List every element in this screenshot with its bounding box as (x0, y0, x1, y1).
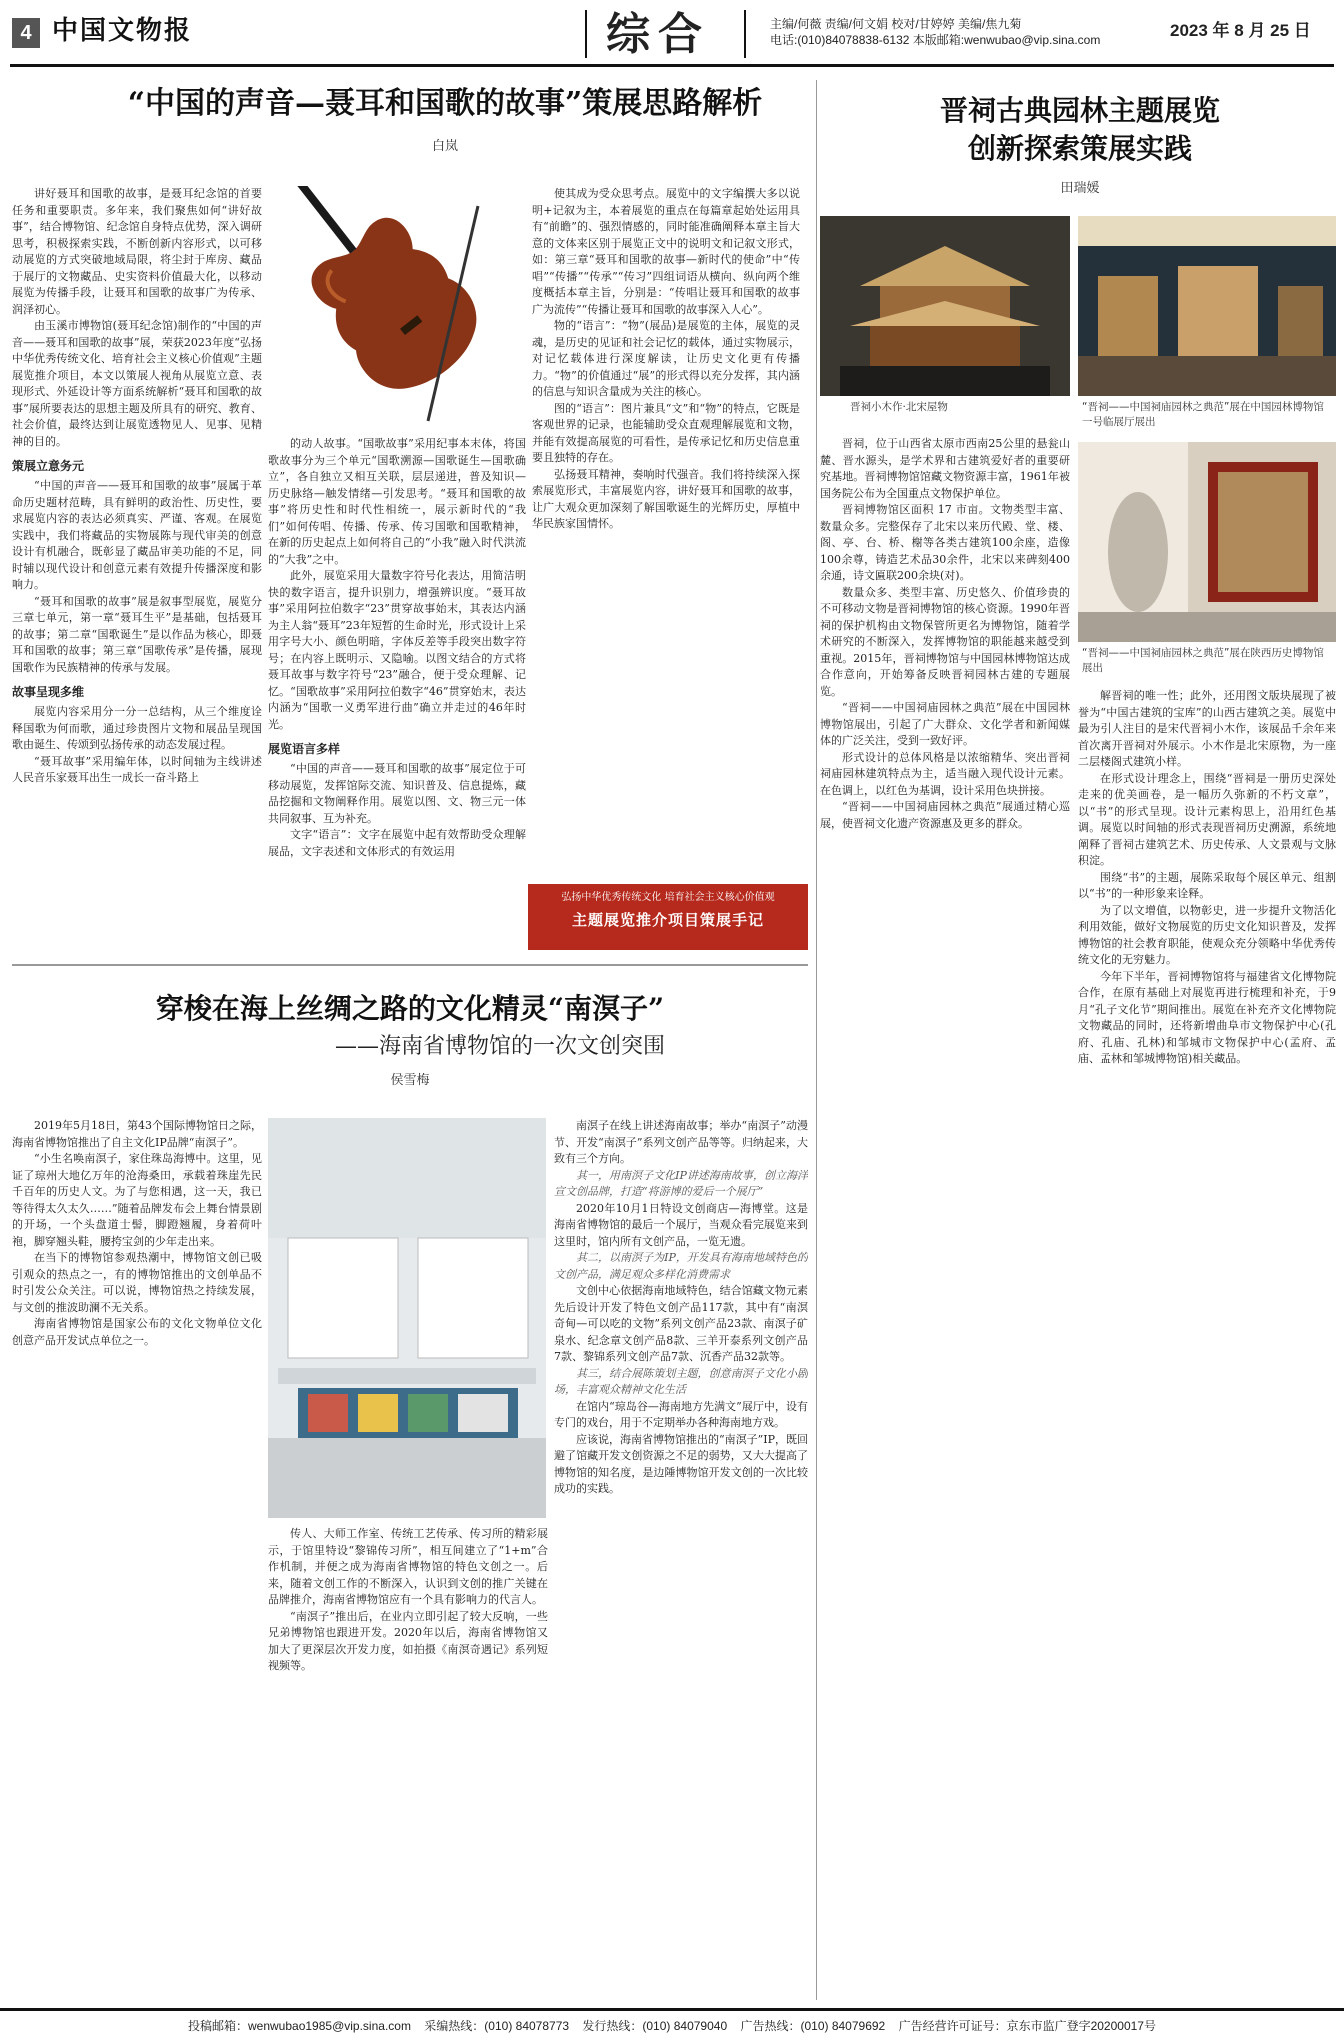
violin-photo (268, 186, 526, 428)
article-title: “中国的声音—聂耳和国歌的故事”策展思路解析 (127, 86, 763, 121)
paragraph: 讲好聂耳和国歌的故事，是聂耳纪念馆的首要任务和重要职责。多年来，我们聚焦如何“讲好故事”，结合博物馆、纪念馆自身特点优势，深入调研思考，积极探索实践，不断创新内容形式，以可移动展览的方式突破地域局限，将尘封于库房、藏品于展厅的文物藏品、史实资料价值最大化，以移动展览为传播手段，让聂耳和国歌的故事广为传承、润泽初心。 (12, 187, 262, 316)
subheading: 策展立意务元 (12, 459, 85, 473)
article-title-line: 创新探索策展实践 (967, 132, 1192, 165)
article-author: 白岚 (431, 139, 458, 154)
paragraph: “聂耳和国歌的故事”展是叙事型展览，展览分三章七单元，第一章“聂耳生平”是基础，包括聂耳的故事；第二章“国歌诞生”是以作品为核心，即聂耳和国歌的故事；第三章“国歌传承”是传播，展现国歌作为民族精神的传承与发展。 (12, 594, 262, 674)
header-divider (585, 10, 587, 58)
paragraph: 弘扬聂耳精神，奏响时代强音。我们将持续深入探索展览形式，丰富展览内容，讲好聂耳和国歌的故事，让广大观众更加深刻了解国歌诞生的光辉历史，厚植中华民族家国情怀。 (532, 467, 800, 530)
paragraph: 数量众多、类型丰富、历史悠久、价值珍贵的不可移动文物是晋祠博物馆的核心资源。1990年晋祠的保护机构由文物保管所更名为博物馆，随着学术研究的不断深入，发挥博物馆的职能越来越受到重视。2015年，晋祠博物馆与中国园林博物馆达成合作意向，开始筹备反映晋祠园林古建的专题展览。 (820, 585, 1070, 698)
header-rule (10, 64, 1334, 67)
article-author: 田瑞媛 (1060, 181, 1100, 196)
article-column (12, 1118, 262, 1996)
paragraph: 2020年10月1日特设文创商店—海博堂。这是海南省博物馆的最后一个展厅，当观众看完展览来到这里时，馆内所有文创产品，一览无遗。 (554, 1201, 808, 1248)
article-subtitle: ——海南省博物馆的一次文创突围 (334, 1034, 665, 1059)
paragraph: 其三，结合展陈策划主题，创意南溟子文化小剧场，丰富观众精神文化生活 (554, 1366, 808, 1396)
footer-item: 广告经营许可证号：京东市监广登字20200017号 (898, 2019, 1156, 2033)
paragraph: “小生名唤南溟子，家住珠岛海博中。这里，见证了琼州大地亿万年的沧海桑田，承载着珠崖先民千百年的历史人文。为了与您相遇，这一天，我已等待得太久太久……”随着品牌发布会上舞台情景剧的开场，一个头盘道士髻，脚蹬翘履，身着荷叶袍，脚穿翘头鞋，腰挎宝剑的少年走出来。 (12, 1152, 262, 1248)
paragraph: “聂耳故事”采用编年体，以时间轴为主线讲述人民音乐家聂耳出生一成长一奋斗路上 (12, 754, 262, 784)
banner-line: 弘扬中华优秀传统文化 培育社会主义核心价值观 (561, 892, 775, 903)
subheading: 故事呈现多维 (12, 685, 85, 699)
paragraph: 由玉溪市博物馆(聂耳纪念馆)制作的“中国的声音——聂耳和国歌的故事”展，荣获2023年度“弘扬中华优秀传统文化、培育社会主义核心价值观”主题展览推介项目，本文以策展人视角从展览立意、表现形式、外延设计等方面系统解析“聂耳和国歌的故事”展所要表达的思想主题及所具有的研究、教育、社会价值，最终达到让展览透物见人、见事、见精神的目的。 (12, 319, 262, 448)
article-divider (12, 964, 808, 966)
section-title: 综合 (606, 9, 710, 60)
exhibition-hall-photo (1078, 216, 1336, 396)
pavilion-model-photo (820, 216, 1070, 396)
paragraph: 其二，以南溟子为IP，开发具有海南地域特色的文创产品，满足观众多样化消费需求 (554, 1251, 808, 1281)
header-divider (744, 10, 746, 58)
footer-item: 采编热线：(010) 84078773 (424, 2019, 570, 2033)
editor-credits (770, 16, 1100, 48)
paragraph: 2019年5月18日，第43个国际博物馆日之际，海南省博物馆推出了自主文化IP品牌“南溟子”。 (12, 1119, 262, 1149)
paragraph: 在当下的博物馆参观热潮中，博物馆文创已吸引观众的热点之一，有的博物馆推出的文创单品不时引发公众关注。可以说，博物馆热之持续发展，与文创的推波助澜不无关系。 (12, 1251, 262, 1314)
paragraph: 晋祠，位于山西省太原市西南25公里的悬瓮山麓、晋水源头，是学术界和古建筑爱好者的重要研究基地。晋祠博物馆馆藏文物资源丰富，1961年被国务院公布为全国重点文物保护单位。 (820, 437, 1070, 500)
paragraph: “中国的声音——聂耳和国歌的故事”展属于革命历史题材范畴，具有鲜明的政治性、历史性，要求展览内容的表达必须真实、严谨、客观。在展览实践中，我们将藏品的实物展陈与现代审美的创意设计有机融合，既彰显了藏品审美功能的不足，同时辅以现代设计和创意元素有效提升传播深度和影响力。 (12, 479, 262, 591)
paragraph: 南溟子在线上讲述海南故事；举办“南溟子”动漫节、开发“南溟子”系列文创产品等等。归纳起来，大致有三个方向。 (554, 1119, 808, 1165)
paragraph: 物的“语言”：“物”(展品)是展览的主体，展览的灵魂，是历史的见证和社会记忆的载体，通过实物展示，对记忆载体进行深度解读，让历史文化更有传播力。“物”的价值通过“展”的形式得以充分发挥，其内涵的信息与知识含量成为关注的核心。 (532, 319, 800, 398)
paragraph: “晋祠——中国祠庙园林之典范”展在中国园林博物馆展出，引起了广大群众、文化学者和新闻媒体的广泛关注，受到一致好评。 (820, 701, 1070, 747)
exhibit-display-photo (1078, 442, 1336, 642)
page-footer (0, 2008, 1344, 2040)
paragraph: “中国的声音——聂耳和国歌的故事”展定位于可移动展览，发挥馆际交流、知识普及、信息提炼，藏品挖掘和文物阐释作用。展览以图、文、物三元一体共同叙事、互为补充。 (268, 762, 526, 825)
footer-item: 投稿邮箱：wenwubao1985@vip.sina.com (188, 2019, 411, 2033)
museum-shop-photo (268, 1118, 546, 1518)
paragraph: 海南省博物馆是国家公布的文化文物单位文化创意产品开发试点单位之一。 (12, 1317, 262, 1347)
subheading: 展览语言多样 (268, 742, 341, 756)
column-divider (816, 80, 817, 2000)
paragraph: 传人、大师工作室、传统工艺传承、传习所的精彩展示，于馆里特设“黎锦传习所”，相互间建立了“1+m”合作机制，并便之成为海南省博物馆的特色文创之一。后来，随着文创工作的不断深入，认识到文创的推广关键在品牌推介，海南省博物馆应有一个具有影响力的代言人。 (268, 1527, 548, 1606)
editor-contact: 电话:(010)84078838-6132 本版邮箱:wenwubao@vip.sina.com (770, 33, 1101, 47)
paragraph: 文创中心依据海南地域特色，结合馆藏文物元素先后设计开发了特色文创产品117款，其中有“南溟奇甸—可以吃的文物”系列文创产品23款、南溟子矿泉水、纪念章文创产品8款、三羊开泰系列文创产品7款、黎锦系列文创产品7款、沉香产品32款等。 (554, 1284, 808, 1363)
article-column (268, 1526, 548, 1996)
article-column (1078, 688, 1336, 1996)
editor-names: 主编/何薇 责编/何文娟 校对/甘婷婷 美编/焦九菊 (770, 17, 1022, 31)
article-title-line: 晋祠古典园林主题展览 (939, 94, 1220, 127)
page-header (0, 0, 1344, 64)
article-column (12, 186, 262, 958)
article-author: 侯雪梅 (390, 1073, 430, 1088)
photo-caption: “晋祠——中国祠庙园林之典范”展在陕西历史博物馆展出 (1082, 647, 1324, 674)
masthead: 中国文物报 (52, 16, 193, 46)
article-column (820, 436, 1070, 1996)
article-column (532, 186, 800, 876)
banner-line: 主题展览推介项目策展手记 (571, 911, 764, 929)
paragraph: 文字“语言”：文字在展览中起有效帮助受众理解展品，文字表述和文体形式的有效运用 (268, 828, 526, 858)
paragraph: 围绕“书”的主题，展陈采取每个展区单元、组割以“书”的一种形象来诠释。 (1078, 870, 1336, 900)
photo-caption: 晋祠小木作·北宋屋物 (850, 401, 948, 413)
paragraph: 在形式设计理念上，围绕“晋祠是一册历史深处走来的优美画卷，是一幅历久弥新的不朽文章”，以“书”的形式呈现。设计元素构思上，沿用红色基调。展览以时间轴的形式表现晋祠历史溯源，系统地阐释了晋祠古建筑艺术、历史传承、人文景观与文脉积淀。 (1078, 771, 1336, 867)
paragraph: 使其成为受众思考点。展览中的文字编撰大多以说明+记叙为主，本着展览的重点在每篇章起始处运用具有“前瞻”的、强烈情感的，同时能准确阐释本章主旨大意的文体来区别于展览正文中的说明文和记叙文形式，如：第三章“聂耳和国歌的故事—新时代的使命”中“传唱”“传播”“传承”“传习”四组词语从横向、纵向两个维度概括本章主旨，分别是：“传唱让聂耳和国歌的故事广为流传”“传播让聂耳和国歌的故事深入人心”。 (532, 187, 800, 316)
paragraph: 形式设计的总体风格是以浓缩精华、突出晋祠祠庙园林建筑特点为主，适当融入现代设计元素。在色调上，以红色为基调，设计采用色块拼接。 (820, 750, 1070, 797)
paragraph: 图的“语言”：图片兼具“文”和“物”的特点，它既是客观世界的记录，也能辅助受众直观理解展览和文物，并能有效提高展览的可看性，是传承记忆和历史信息重要且独特的存在。 (532, 401, 800, 464)
article-title: 穿梭在海上丝绸之路的文化精灵“南溟子” (155, 992, 665, 1025)
paragraph: 今年下半年，晋祠博物馆将与福建省文化博物院合作，在原有基础上对展览再进行梳理和补充，于9月“孔子文化节”期间推出。展览在补充齐文化博物院文物藏品的同时，还将新增曲阜市文物保护中心(孔府、孔庙、孔林)和邹城市文物保护中心(孟府、孟庙、孟林和邹城博物馆)相关藏品。 (1078, 969, 1336, 1065)
paragraph: “南溟子”推出后，在业内立即引起了较大反响，一些兄弟博物馆也跟进开发。2020年以后，海南省博物馆又加大了更深层次开发力度，如拍摄《南溟奇遇记》系列短视频等。 (268, 1609, 548, 1672)
photo-caption: “晋祠——中国祠庙园林之典范”展在中国园林博物馆一号临展厅展出 (1082, 401, 1324, 428)
paragraph: 在馆内“琼岛谷—海南地方先满文”展厅中，设有专门的戏台，用于不定期举办各种海南地方戏。 (554, 1399, 808, 1429)
article-column (554, 1118, 808, 1996)
paragraph: 其一，用南溟子文化IP讲述海南故事，创立海洋宣文创品牌，打造“将游博的爱后一个展厅” (554, 1168, 808, 1198)
series-banner (528, 884, 808, 950)
paragraph: 此外，展览采用大量数字符号化表达，用简洁明快的数字语言，提升识别力，增强辨识度。“聂耳故事”采用阿拉伯数字“23”贯穿故事始末，其表达内涵为主人翁“聂耳”23年短暂的生命时光，形式设计上采用字号大小、颜色明暗，字体反差等手段突出数字符号；在内容上既明示、又隐喻。以图文结合的方式将聂耳故事与数字符号“23”融合，便于受众理解、记忆。“国歌故事”采用阿拉伯数字“46”贯穿始末，表达内涵为“国歌一义勇军进行曲”确立并走过的46年时光。 (268, 569, 526, 731)
paragraph: 为了以文增值，以物彰史，进一步提升文物活化利用效能，做好文物展览的历史文化知识普及，发挥博物馆的社会教育职能，使观众充分领略中华优秀传统文化的无穷魅力。 (1078, 903, 1336, 966)
paragraph: 展览内容采用分一分一总结构，从三个维度诠释国歌为何而歌，通过珍贵图片文物和展品呈现国歌由诞生、传颂到弘扬传承的动态发展过程。 (12, 705, 262, 751)
paragraph: 应该说，海南省博物馆推出的“南溟子”IP，既回避了馆藏开发文创资源之不足的弱势，又大大提高了博物馆的知名度，是边陲博物馆开发文创的一次比较成功的实践。 (554, 1432, 808, 1495)
paragraph: 的动人故事。“国歌故事”采用纪事本末体，将国歌故事分为三个单元“国歌溯源—国歌诞生—国歌确立”，各自独立又相互关联，层层递进，普及知识—历史脉络—触发情绪—引发思考。“聂耳和国歌的故事”将历史性和时代性相统一，展示新时代的“我们”如何传唱、传播、传承、传习国歌和国歌精神，在新的历史起点上如何将自己的“小我”融入时代洪流的“大我”之中。 (268, 437, 526, 566)
issue-date: 2023 年 8 月 25 日 (1170, 21, 1311, 40)
article-column (268, 436, 526, 958)
paragraph: 晋祠博物馆区面积 17 市亩。文物类型丰富、数量众多。完整保存了北宋以来历代殿、堂、楼、阁、亭、台、桥、榭等各类古建筑100余座，造像100余尊，铸造艺术品30余件，北宋以来碑刻400余通，诗文匾联200余块(对)。 (820, 503, 1070, 582)
footer-item: 发行热线：(010) 84079040 (582, 2019, 728, 2033)
page-number: 4 (12, 18, 40, 48)
footer-item: 广告热线：(010) 84079692 (740, 2019, 886, 2033)
paragraph: “晋祠——中国祠庙园林之典范”展通过精心巡展，使晋祠文化遗产资源惠及更多的群众。 (820, 800, 1070, 830)
paragraph: 解晋祠的唯一性；此外，还用图文版块展现了被誉为“中国古建筑的宝库”的山西古建筑之美。展览中最为引人注目的是宋代晋祠小木作，该展品千余年来首次离开晋祠对外展示。小木作是北宋原物，为一座二层楼阁式建筑小样。 (1078, 689, 1336, 768)
